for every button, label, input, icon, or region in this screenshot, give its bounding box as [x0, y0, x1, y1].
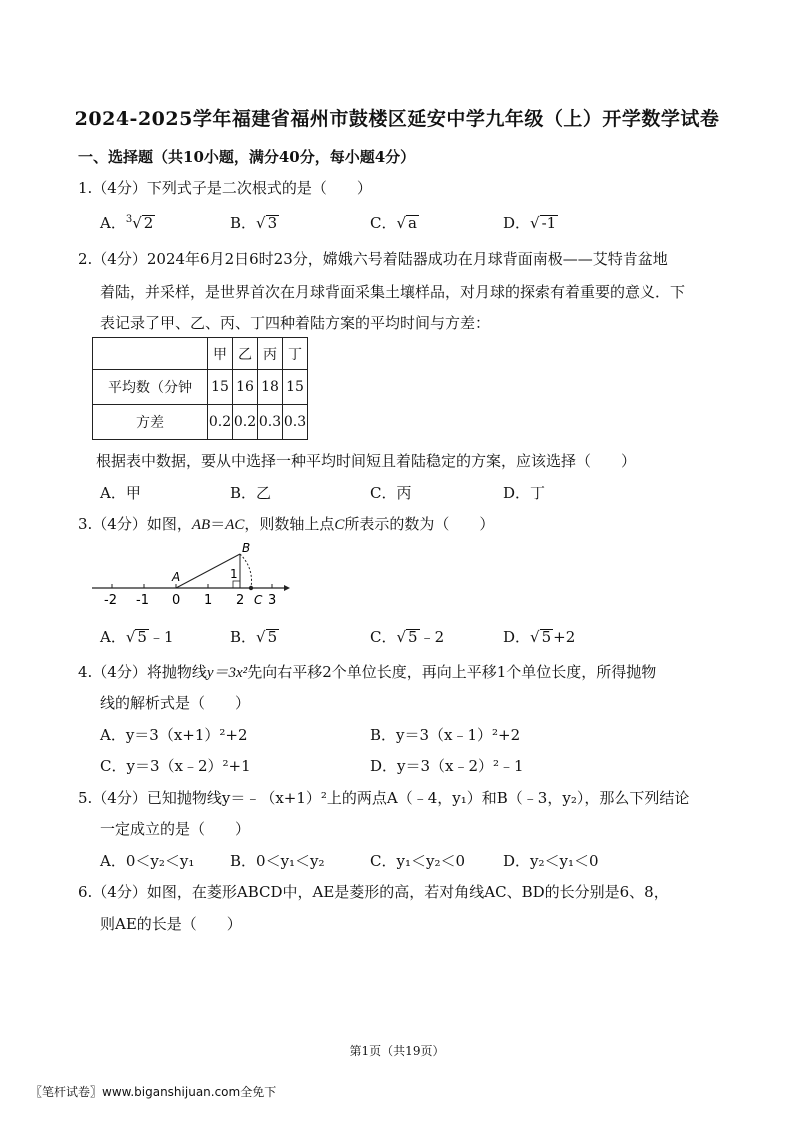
point-c — [249, 586, 253, 590]
table-cell: 0.2 — [233, 405, 258, 440]
tick-label: -2 — [104, 593, 117, 608]
q3-option-c-radicand: 5 — [408, 628, 418, 646]
q3-option-a-tail: ﹣1 — [148, 628, 174, 646]
question-1-stem: 1.（4分）下列式子是二次根式的是（ ） — [78, 179, 372, 197]
site-watermark: 〖笔杆试卷〗www.biganshijuan.com全免下 — [30, 1085, 277, 1099]
q1-option-b: B．√ 3 — [230, 214, 278, 232]
q3-option-b-radicand: 5 — [267, 628, 278, 646]
q3-option-b: B．√ 5 — [230, 628, 278, 646]
q1-option-c-radicand: a — [408, 214, 417, 232]
q3-option-c: C．√ 5 ﹣2 — [370, 628, 445, 646]
q3-option-a-label: A． — [100, 628, 126, 646]
label-1: 1 — [230, 567, 238, 581]
q1-option-d: D．√ -1 — [503, 214, 557, 232]
q4-option-d: D．y＝3（x﹣2）²﹣1 — [370, 757, 524, 775]
q3-option-d-radicand: 5 — [541, 628, 552, 646]
question-4-line-2: 线的解析式是（ ） — [100, 694, 251, 712]
tick-label: 1 — [204, 593, 213, 608]
table-row-variance-label: 方差 — [93, 405, 208, 440]
q3-option-c-tail: ﹣2 — [419, 628, 445, 646]
q3-stem-prefix: 3.（4分）如图， — [78, 515, 192, 533]
q2-option-b: B．乙 — [230, 484, 272, 502]
label-c: C — [254, 593, 263, 607]
q1-option-b-radicand: 3 — [267, 214, 278, 232]
q2-option-d: D．丁 — [503, 484, 546, 502]
q5-option-b: B．0＜y₁＜y₂ — [230, 852, 325, 870]
q3-stem-c: C — [334, 517, 345, 533]
q3-option-d-label: D． — [503, 628, 531, 646]
q1-option-b-label: B． — [230, 214, 257, 232]
table-header-blank — [93, 338, 208, 370]
table-cell: 18 — [258, 370, 283, 405]
table-cell: 15 — [283, 370, 308, 405]
q1-option-d-label: D． — [503, 214, 531, 232]
q3-stem-mid: ，则数轴上点 — [244, 515, 335, 533]
q3-stem-suffix: 所表示的数为（ ） — [344, 515, 495, 533]
question-2-line-2: 着陆，并采样，是世界首次在月球背面采集土壤样品，对月球的探索有着重要的意义．下 — [100, 283, 686, 301]
q1-option-a-radicand: 2 — [143, 214, 154, 232]
q3-option-d: D．√ 5 +2 — [503, 628, 576, 646]
tick-label: 2 — [236, 593, 245, 608]
table-header-ding: 丁 — [283, 338, 308, 370]
label-a: A — [172, 570, 181, 584]
question-2-line-1: 2.（4分）2024年6月2日6时23分，嫦娥六号着陆器成功在月球背面南极——艾特肯盆地 — [78, 250, 668, 268]
q5-option-c: C．y₁＜y₂＜0 — [370, 852, 465, 870]
label-b: B — [242, 541, 251, 555]
table-cell: 0.2 — [208, 405, 233, 440]
q3-stem-ac: AC — [225, 517, 245, 533]
table-header-jia: 甲 — [208, 338, 233, 370]
section-heading: 一、选择题（共10小题，满分40分，每小题4分） — [78, 148, 416, 166]
q3-option-d-tail: +2 — [553, 628, 576, 646]
q4-line1-suffix: 先向右平移2个单位长度，再向上平移1个单位长度，所得抛物 — [247, 663, 657, 681]
table-row-mean-label: 平均数（分钟 — [93, 370, 208, 405]
tick-label: 0 — [172, 593, 181, 608]
table-cell: 16 — [233, 370, 258, 405]
question-5-line-1: 5.（4分）已知抛物线y＝﹣（x+1）²上的两点A（﹣4，y₁）和B（﹣3，y₂），那么下列结论 — [78, 789, 690, 807]
q2-option-c: C．丙 — [370, 484, 412, 502]
page-footer: 第1页（共19页） — [349, 1044, 445, 1058]
q1-option-c-label: C． — [370, 214, 397, 232]
right-angle-mark — [233, 581, 240, 588]
tick-label: -1 — [136, 593, 149, 608]
question-2-line-4: 根据表中数据，要从中选择一种平均时间短且着陆稳定的方案，应该选择（ ） — [96, 452, 637, 470]
table-cell: 0.3 — [283, 405, 308, 440]
q2-data-table — [92, 337, 308, 440]
q1-option-a-index: 3 — [125, 214, 133, 225]
q4-option-b: B．y＝3（x﹣1）²+2 — [370, 726, 521, 744]
q3-option-a-radicand: 5 — [137, 628, 147, 646]
q4-line1-eq: y＝3x² — [206, 665, 248, 681]
question-3-stem — [78, 513, 494, 534]
table-header-bing: 丙 — [258, 338, 283, 370]
axis-arrow-icon — [284, 585, 290, 591]
question-5-line-2: 一定成立的是（ ） — [100, 820, 251, 838]
table-cell: 0.3 — [258, 405, 283, 440]
question-2-line-3: 表记录了甲、乙、丙、丁四种着陆方案的平均时间与方差： — [100, 314, 491, 332]
arc-b-to-c — [240, 554, 252, 588]
q5-option-a: A．0＜y₂＜y₁ — [100, 852, 195, 870]
q1-option-d-radicand: -1 — [541, 214, 557, 232]
q4-option-a: A．y＝3（x+1）²+2 — [100, 726, 248, 744]
q4-line1-prefix: 4.（4分）将抛物线 — [78, 663, 207, 681]
q4-option-c: C．y＝3（x﹣2）²+1 — [100, 757, 251, 775]
q3-option-a: A．√ 5 ﹣1 — [100, 628, 174, 646]
q5-option-d: D．y₂＜y₁＜0 — [503, 852, 599, 870]
table-cell: 15 — [208, 370, 233, 405]
q2-option-a: A．甲 — [100, 484, 141, 502]
q1-option-c: C．√ a — [370, 214, 417, 232]
q3-stem-ab: AB — [191, 517, 211, 533]
q3-option-c-label: C． — [370, 628, 397, 646]
tick-label: 3 — [268, 593, 277, 608]
q3-stem-eq: ＝ — [210, 515, 226, 533]
q1-option-a: A．$^3$√ 2 — [100, 214, 154, 232]
q3-option-b-label: B． — [230, 628, 257, 646]
question-6-line-1: 6.（4分）如图，在菱形ABCD中，AE是菱形的高，若对角线AC、BD的长分别是6、8， — [78, 883, 669, 901]
q1-option-a-label: A． — [100, 214, 126, 232]
question-6-line-2: 则AE的长是（ ） — [100, 915, 242, 933]
page-title: 2024-2025学年福建省福州市鼓楼区延安中学九年级（上）开学数学试卷 — [74, 108, 720, 130]
table-header-yi: 乙 — [233, 338, 258, 370]
question-4-line-1 — [78, 661, 656, 682]
number-line-figure — [90, 540, 290, 610]
